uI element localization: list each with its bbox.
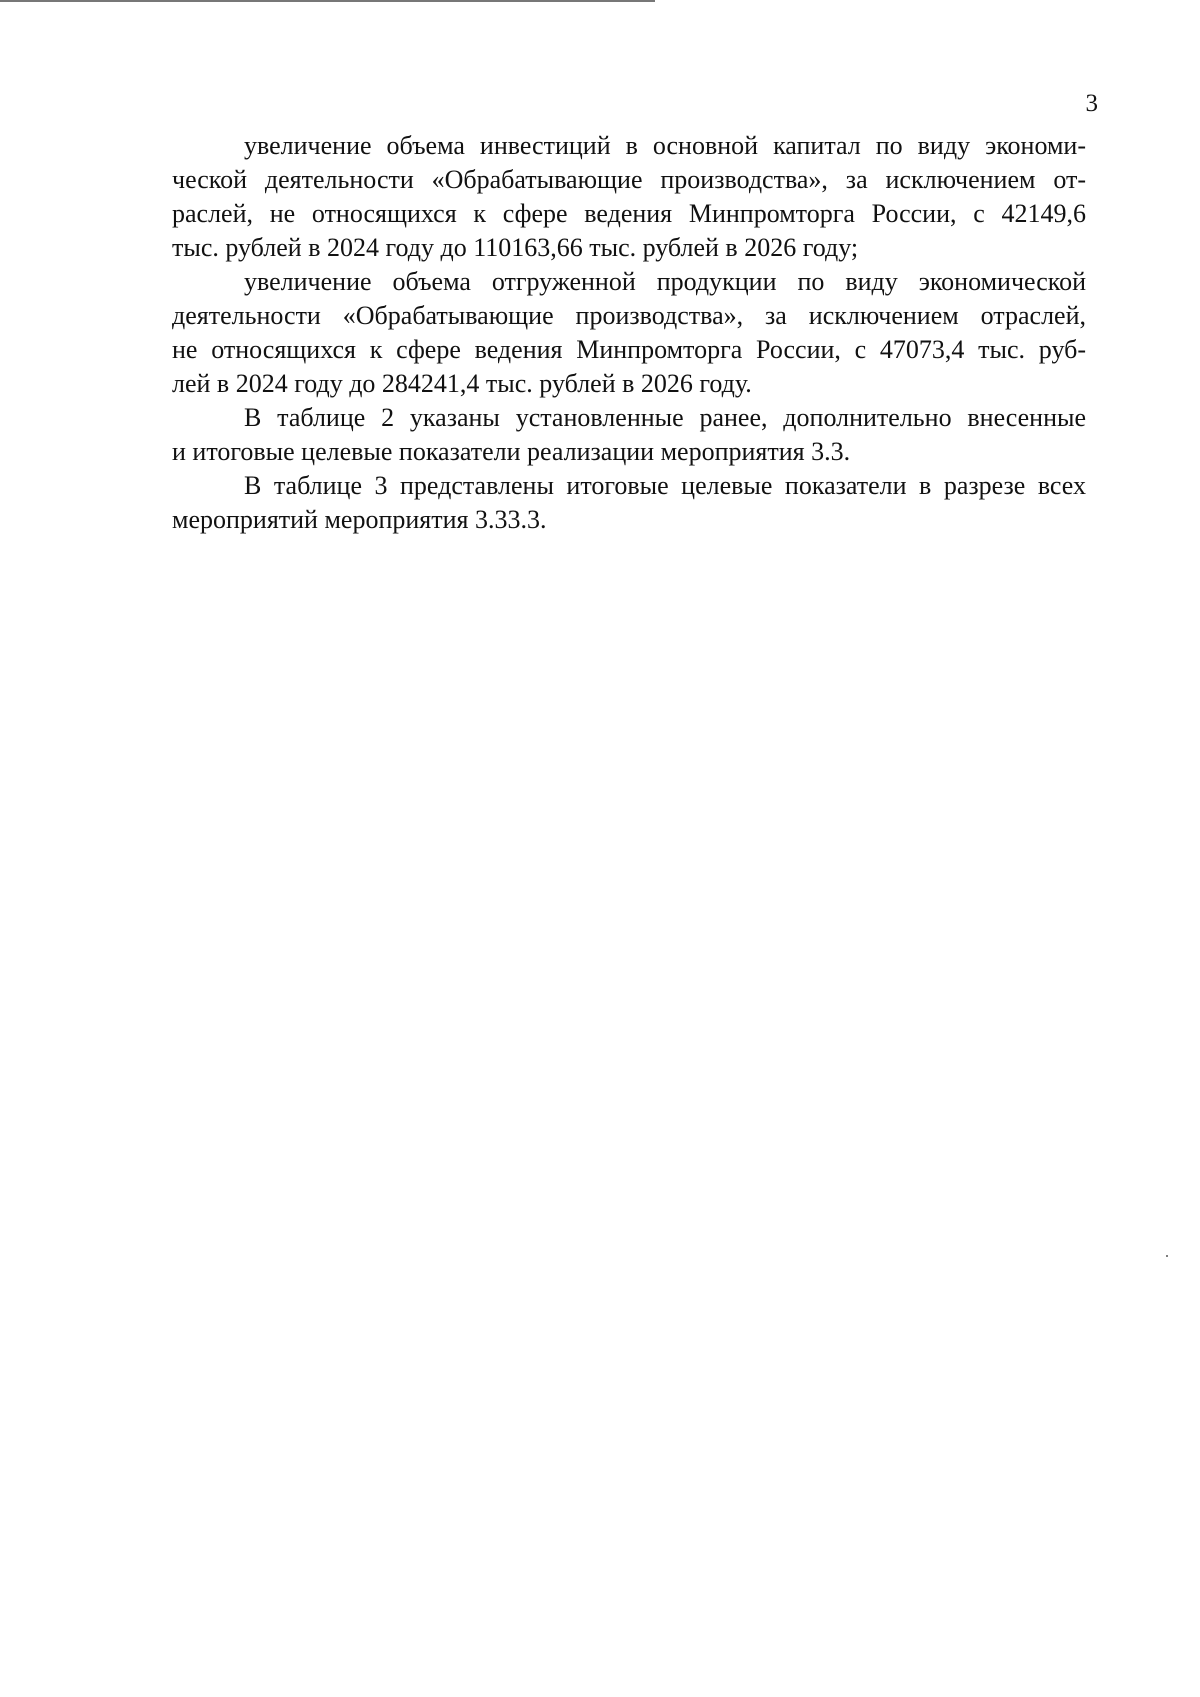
paragraph-table-2 [172, 401, 1086, 469]
page-number: 3 [1085, 90, 1098, 117]
text-line: мероприятий мероприятия 3.33.3. [172, 505, 547, 534]
paragraph-shipped-products [172, 265, 1086, 401]
paragraph-table-3 [172, 469, 1086, 537]
text-line: лей в 2024 году до 284241,4 тыс. рублей в 2026 году. [172, 369, 752, 398]
text-line: ческой деятельности «Обрабатывающие производства», за исключением от- [172, 165, 1086, 194]
scan-edge-line [0, 0, 655, 2]
text-line: В таблице 2 указаны установленные ранее, дополнительно внесенные [244, 403, 1086, 432]
text-line: увеличение объема инвестиций в основной капитал по виду экономи- [244, 131, 1086, 160]
text-line: В таблице 3 представлены итоговые целевые показатели в разрезе всех [244, 471, 1086, 500]
text-line: увеличение объема отгруженной продукции по виду экономической [244, 267, 1086, 296]
document-body [172, 129, 1086, 537]
paragraph-investment [172, 129, 1086, 265]
text-line: и итоговые целевые показатели реализации мероприятия 3.3. [172, 437, 851, 466]
text-line: деятельности «Обрабатывающие производства», за исключением отраслей, [172, 301, 1086, 330]
text-line: тыс. рублей в 2024 году до 110163,66 тыс. рублей в 2026 году; [172, 233, 859, 262]
text-line: раслей, не относящихся к сфере ведения Минпромторга России, с 42149,6 [172, 199, 1086, 228]
scan-speck [1166, 1255, 1168, 1257]
text-line: не относящихся к сфере ведения Минпромторга России, с 47073,4 тыс. руб- [172, 335, 1086, 364]
